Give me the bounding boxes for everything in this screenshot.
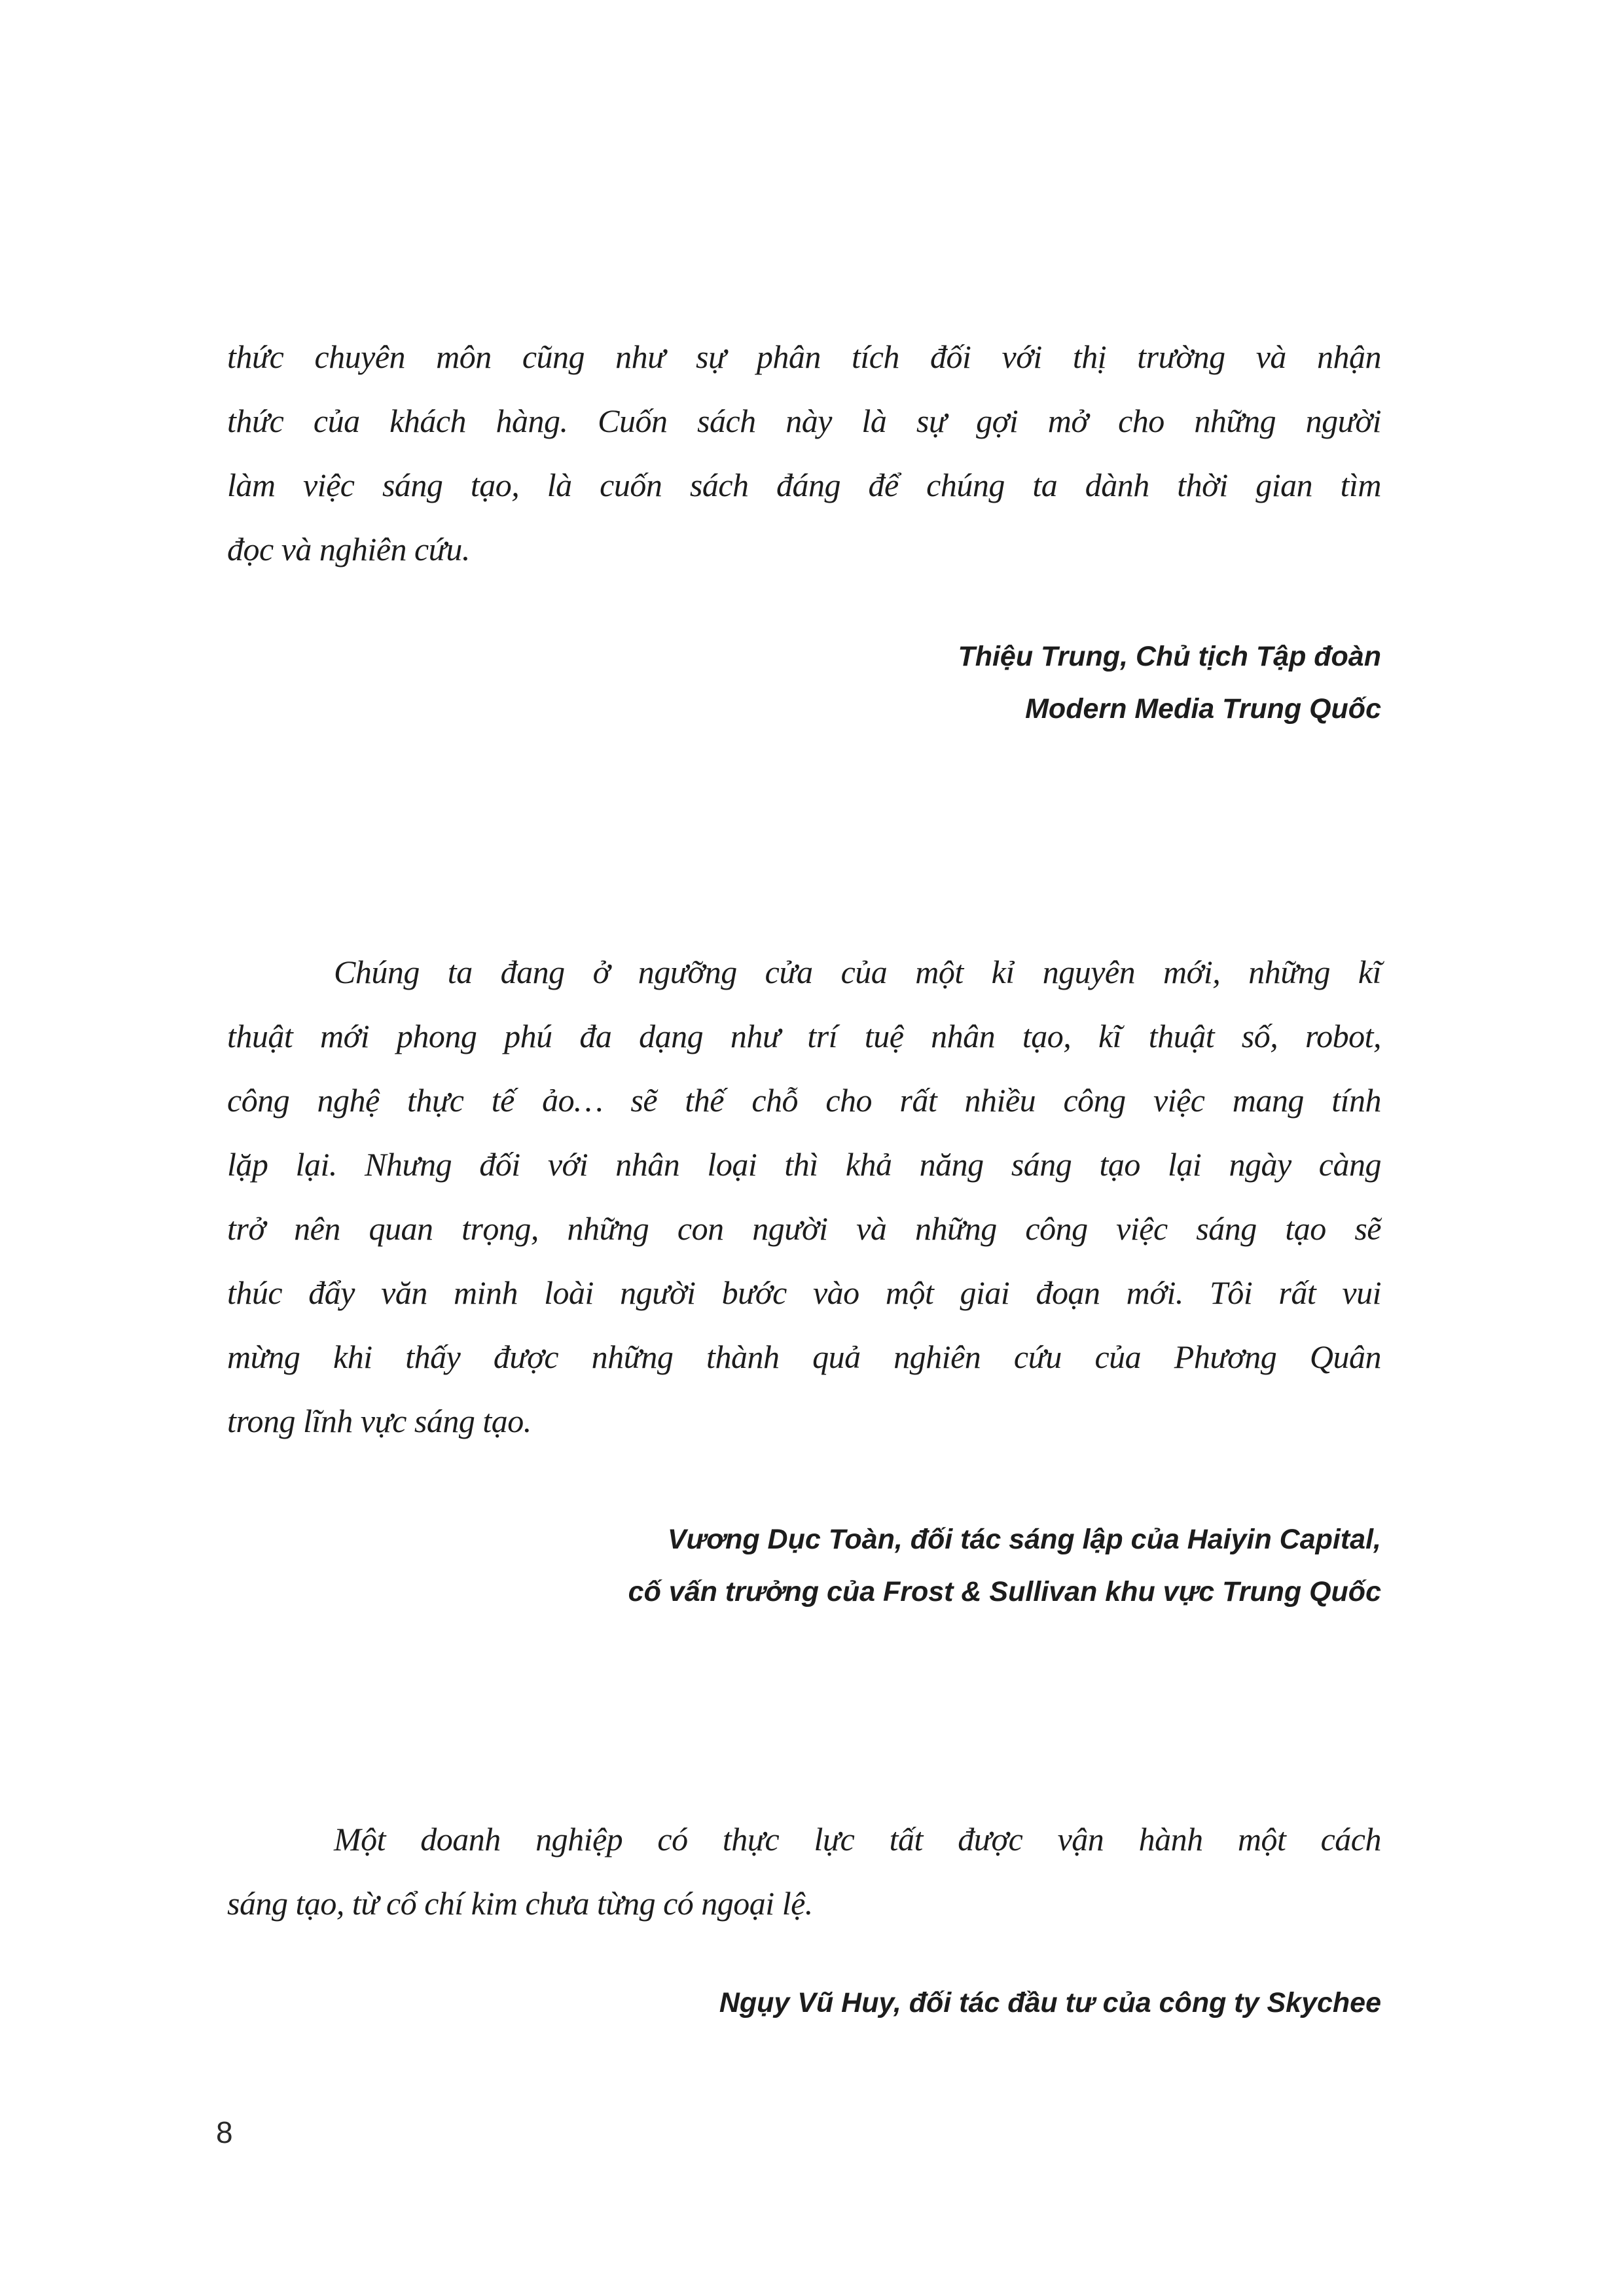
page-number: 8: [216, 2115, 233, 2149]
quote-line: thuật mới phong phú đa dạng như trí tuệ nhân tạo, kĩ thuật số, robot,: [227, 1018, 1381, 1054]
quote-line: thức của khách hàng. Cuốn sách này là sự gợi mở cho những người: [227, 403, 1381, 439]
quote-line: trở nên quan trọng, những con người và những công việc sáng tạo sẽ: [227, 1210, 1381, 1247]
attribution-line: cố vấn trưởng của Frost & Sullivan khu vực Trung Quốc: [628, 1576, 1381, 1607]
quote-line: lặp lại. Nhưng đối với nhân loại thì khả năng sáng tạo lại ngày càng: [227, 1146, 1381, 1183]
quote-line: đọc và nghiên cứu.: [227, 531, 470, 567]
attribution-line: Thiệu Trung, Chủ tịch Tập đoàn: [958, 641, 1381, 672]
quote-paragraph-3: [227, 1807, 1381, 1935]
quote-paragraph-2: [227, 940, 1381, 1453]
quote-line: làm việc sáng tạo, là cuốn sách đáng để chúng ta dành thời gian tìm: [227, 467, 1381, 503]
quote-line: trong lĩnh vực sáng tạo.: [227, 1403, 532, 1439]
attribution-1: [227, 630, 1381, 735]
quote-line: công nghệ thực tế ảo… sẽ thế chỗ cho rất nhiều công việc mang tính: [227, 1082, 1381, 1119]
quote-line: Chúng ta đang ở ngưỡng cửa của một kỉ nguyên mới, những kĩ: [334, 954, 1381, 990]
attribution-line: Modern Media Trung Quốc: [1025, 693, 1381, 725]
attribution-2: [227, 1513, 1381, 1618]
quote-paragraph-1: [227, 325, 1381, 581]
quote-line: Một doanh nghiệp có thực lực tất được vận hành một cách: [334, 1821, 1381, 1857]
quote-line: mừng khi thấy được những thành quả nghiên cứu của Phương Quân: [227, 1338, 1381, 1375]
attribution-line: Vương Dục Toàn, đối tác sáng lập của Haiyin Capital,: [667, 1524, 1381, 1555]
quote-line: thức chuyên môn cũng như sự phân tích đối với thị trường và nhận: [227, 338, 1381, 375]
quote-line: thúc đẩy văn minh loài người bước vào một giai đoạn mới. Tôi rất vui: [227, 1274, 1381, 1311]
attribution-3: [227, 1977, 1381, 2029]
quote-line: sáng tạo, từ cổ chí kim chưa từng có ngoại lệ.: [227, 1885, 813, 1922]
attribution-line: Ngụy Vũ Huy, đối tác đầu tư của công ty Skychee: [719, 1987, 1381, 2018]
